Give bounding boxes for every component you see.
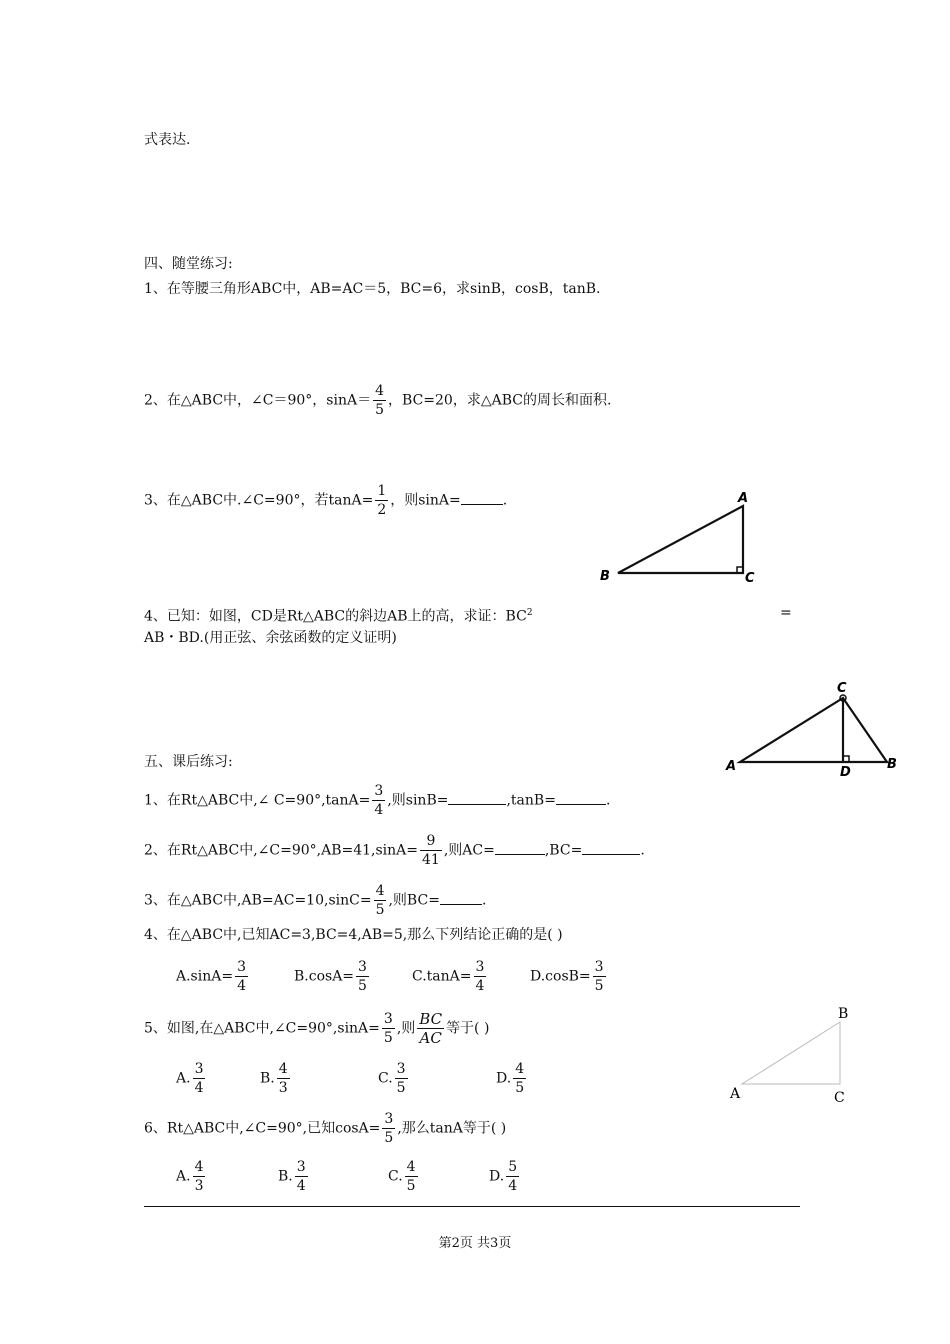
- s5-q4-option-b[interactable]: B.cosA= $\frac{3}{5}$: [294, 959, 367, 994]
- vertex-label-a: A: [730, 1086, 741, 1102]
- section5-title: 五、课后练习:: [144, 754, 233, 770]
- s5-question-6: 6、Rt△ABC中,∠C=90°,已知cosA= $\frac{3}{5}$ ,那么tanA等于( ): [144, 1111, 507, 1146]
- figure-triangle-2: [722, 680, 912, 780]
- s5-q4-option-d[interactable]: D.cosB= $\frac{3}{5}$: [530, 959, 604, 994]
- fraction: $\frac{4}{5}$: [375, 383, 385, 418]
- fraction: $\frac{3}{4}$: [475, 959, 485, 994]
- s5-q4-option-a[interactable]: A.sinA= $\frac{3}{4}$: [176, 959, 247, 994]
- s4-question-2: 2、在△ABC中，∠C＝90°，sinA＝ $\frac{4}{5}$ ，BC=20，求△ABC的周长和面积.: [144, 383, 612, 418]
- s5-q6-option-a[interactable]: A. $\frac{4}{3}$: [176, 1159, 204, 1194]
- s4-question-1: 1、在等腰三角形ABC中，AB=AC＝5，BC=6，求sinB，cosB，tanB.: [144, 281, 601, 297]
- page-number: 第2页 共3页: [438, 1236, 512, 1251]
- s5-q5-option-d[interactable]: D. $\frac{4}{5}$: [496, 1061, 525, 1096]
- s5-q5-option-b[interactable]: B. $\frac{4}{3}$: [260, 1061, 288, 1096]
- figure-triangle-3: [726, 1004, 866, 1114]
- vertex-label-b: B: [838, 1006, 849, 1022]
- s5-question-5: 5、如图,在△ABC中,∠C=90°,sinA= $\frac{3}{5}$ ,则 $\frac{BC}{AC}$ 等于( ): [144, 1010, 490, 1047]
- vertex-label-a: A: [726, 759, 737, 774]
- vertex-label-a: A: [738, 491, 749, 506]
- vertex-label-c: C: [834, 1090, 845, 1106]
- vertex-label-c: C: [745, 571, 755, 586]
- s4-question-4-line2: AB・BD.(用正弦、余弦函数的定义证明): [144, 630, 397, 646]
- s5-q6-option-c[interactable]: C. $\frac{4}{5}$: [388, 1159, 416, 1194]
- fraction: $\frac{4}{5}$: [515, 1061, 525, 1096]
- s5-q5-option-a[interactable]: A. $\frac{3}{4}$: [176, 1061, 204, 1096]
- fraction: $\frac{3}{5}$: [396, 1061, 406, 1096]
- answer-blank[interactable]: [448, 790, 506, 805]
- s5-q4-option-c[interactable]: C.tanA= $\frac{3}{4}$: [412, 959, 485, 994]
- s4-question-3: 3、在△ABC中.∠C=90°，若tanA= $\frac{1}{2}$ ，则sinA= .: [144, 483, 508, 518]
- answer-blank[interactable]: [582, 840, 640, 855]
- s5-q6-option-b[interactable]: B. $\frac{3}{4}$: [278, 1159, 306, 1194]
- fraction: $\frac{5}{4}$: [508, 1159, 518, 1194]
- fraction: $\frac{4}{5}$: [375, 883, 385, 918]
- fraction: $\frac{3}{5}$: [384, 1111, 394, 1146]
- figure-triangle-1: [596, 488, 776, 588]
- vertex-label-b: B: [600, 569, 610, 584]
- fraction: $\frac{9}{41}$: [422, 833, 440, 868]
- fraction: $\frac{3}{4}$: [237, 959, 247, 994]
- fraction: $\frac{4}{5}$: [406, 1159, 416, 1194]
- s5-question-2: 2、在Rt△ABC中,∠C=90°,AB=41,sinA= $\frac{9}{41}$ ,则AC= ,BC= .: [144, 833, 645, 868]
- footer-rule: [144, 1206, 800, 1207]
- fraction: $\frac{3}{5}$: [358, 959, 367, 994]
- vertex-label-c: C: [837, 681, 847, 696]
- fraction: $\frac{3}{4}$: [296, 1159, 306, 1194]
- fraction: $\frac{3}{5}$: [383, 1011, 393, 1046]
- answer-blank[interactable]: [440, 890, 482, 905]
- vertex-label-d: D: [840, 765, 851, 780]
- s5-q6-option-d[interactable]: D. $\frac{5}{4}$: [489, 1159, 518, 1194]
- fraction-bc-ac: $\frac{BC}{AC}$: [419, 1010, 443, 1047]
- fraction: $\frac{4}{3}$: [194, 1159, 204, 1194]
- answer-blank[interactable]: [495, 840, 545, 855]
- fraction: $\frac{1}{2}$: [377, 483, 387, 518]
- s4-question-4-line1: 4、已知：如图，CD是Rt△ABC的斜边AB上的高，求证：$BC^2$: [144, 608, 533, 625]
- s5-q5-option-c[interactable]: C. $\frac{3}{5}$: [378, 1061, 406, 1096]
- triangle-2-shape: [740, 698, 887, 762]
- triangle-1-shape: [618, 506, 743, 573]
- fraction: $\frac{3}{4}$: [194, 1061, 204, 1096]
- fraction: $\frac{3}{4}$: [374, 783, 384, 818]
- s5-question-3: 3、在△ABC中,AB=AC=10,sinC= $\frac{4}{5}$ ,则BC= .: [144, 883, 487, 918]
- vertex-label-b: B: [887, 757, 897, 772]
- s5-question-4: 4、在△ABC中,已知AC=3,BC=4,AB=5,那么下列结论正确的是( ): [144, 927, 563, 943]
- s4-question-4-equals: =: [780, 605, 792, 621]
- triangle-3-shape: [742, 1022, 840, 1084]
- fraction: $\frac{3}{5}$: [594, 959, 604, 994]
- fraction: $\frac{4}{3}$: [278, 1061, 288, 1096]
- intro-tail: 式表达.: [144, 132, 191, 148]
- answer-blank[interactable]: [556, 790, 606, 805]
- s5-question-1: 1、在Rt△ABC中,∠ C=90°,tanA= $\frac{3}{4}$ ,则sinB= ,tanB= .: [144, 783, 611, 818]
- answer-blank[interactable]: [461, 490, 503, 505]
- section4-title: 四、随堂练习:: [144, 256, 233, 272]
